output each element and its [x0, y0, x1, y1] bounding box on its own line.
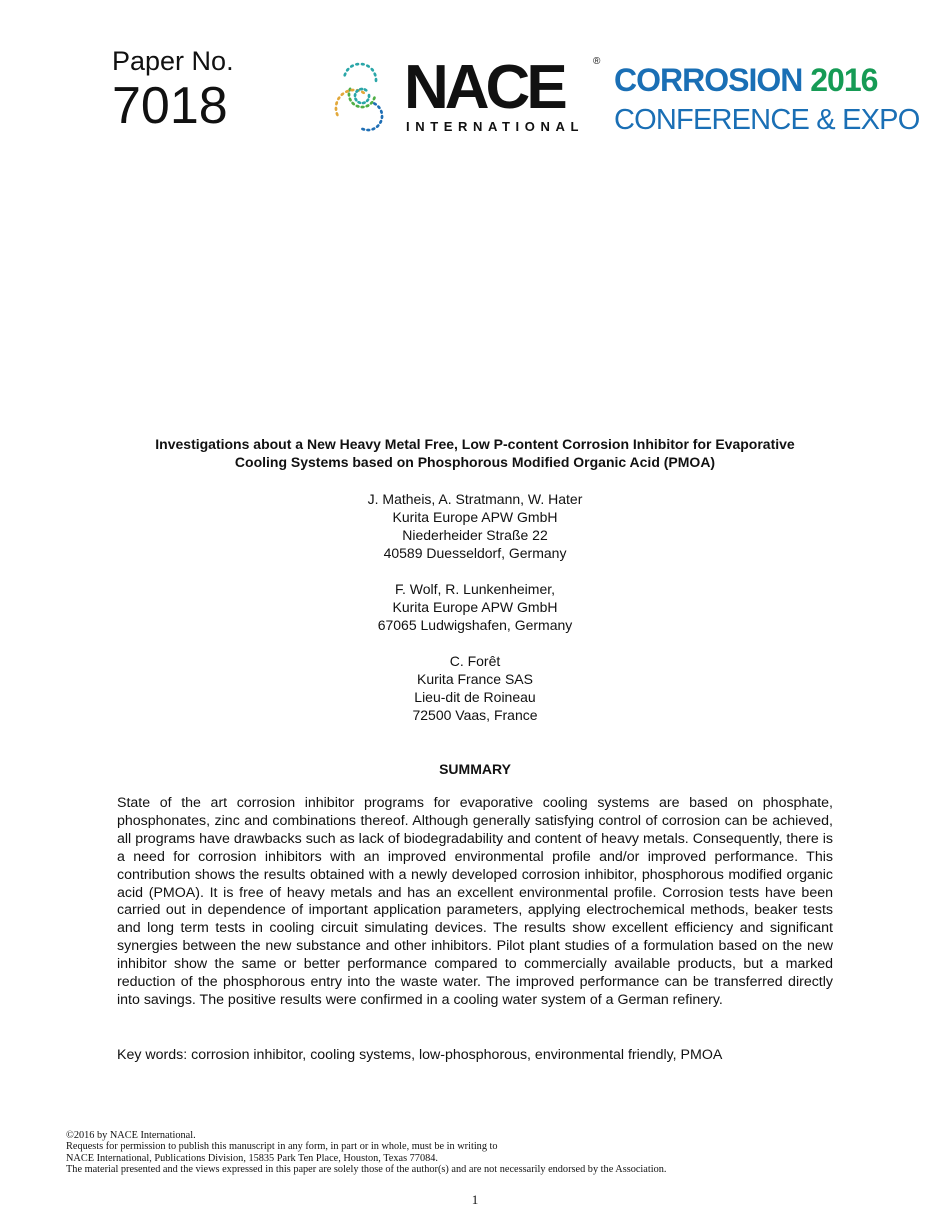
logo-dot: [355, 104, 360, 108]
logo-dot: [379, 109, 383, 114]
copyright-line: ©2016 by NACE International.: [66, 1130, 196, 1141]
logo-dot: [372, 96, 376, 101]
logo-dot: [361, 101, 366, 105]
logo-dot: [360, 62, 365, 66]
logo-dot: [375, 124, 380, 129]
logo-dot: [370, 67, 375, 72]
address-line: NACE International, Publications Division, 15835 Park Ten Place, Houston, Texas 77084.: [66, 1152, 438, 1164]
logo-dot: [360, 106, 364, 109]
nace-logo: [322, 53, 612, 136]
nace-subtitle: INTERNATIONAL: [406, 119, 584, 134]
logo-dot: [371, 127, 376, 131]
logo-dot: [335, 112, 339, 117]
conference-subtitle: CONFERENCE & EXPO: [614, 104, 920, 136]
author-names: J. Matheis, A. Stratmann, W. Hater: [367, 491, 583, 507]
logo-dot: [380, 115, 383, 120]
logo-dot: [345, 67, 350, 72]
author-affiliation: Kurita France SAS: [417, 671, 533, 687]
logo-dot: [376, 105, 381, 110]
author-group: [200, 580, 750, 634]
author-street: Niederheider Straße 22: [402, 527, 548, 543]
logo-dot: [375, 78, 378, 82]
logo-dot: [343, 72, 347, 77]
author-street: Lieu-dit de Roineau: [414, 689, 536, 705]
logo-dot: [355, 62, 360, 66]
logo-dot: [335, 101, 339, 106]
paper-title: [100, 435, 850, 471]
copyright-footer: [66, 1130, 886, 1176]
author-city: 40589 Duesseldorf, Germany: [383, 545, 567, 561]
page-number: 1: [471, 1192, 479, 1207]
author-affiliation: Kurita Europe APW GmbH: [392, 599, 558, 615]
logo-dot: [348, 92, 351, 96]
logo-dot: [361, 127, 366, 131]
logo-dot: [336, 96, 341, 101]
logo-dot: [357, 100, 362, 104]
author-group: [200, 490, 750, 562]
paper-title-line-2: Cooling Systems based on Phosphorous Modified Organic Acid (PMOA): [234, 454, 716, 470]
logo-dot: [366, 129, 370, 132]
paper-label: Paper No.: [112, 46, 234, 76]
author-city: 72500 Vaas, France: [412, 707, 538, 723]
conference-title-word: CORROSION: [614, 62, 803, 98]
logo-dot: [373, 72, 377, 77]
logo-dot: [348, 97, 352, 102]
logo-dot: [379, 119, 383, 124]
conference-title: [614, 62, 877, 98]
logo-dot: [368, 94, 371, 98]
paper-number: 7018: [112, 77, 228, 135]
summary-heading: SUMMARY: [439, 761, 511, 777]
nace-spiral-logo-icon: [322, 58, 402, 136]
author-affiliation: Kurita Europe APW GmbH: [392, 509, 558, 525]
logo-dot: [335, 107, 338, 111]
author-list: [200, 490, 750, 742]
logo-dot: [365, 104, 370, 108]
registered-mark: ®: [593, 56, 601, 67]
author-city: 67065 Ludwigshafen, Germany: [377, 617, 573, 633]
author-names: F. Wolf, R. Lunkenheimer,: [394, 581, 556, 597]
logo-dot: [340, 92, 345, 97]
logo-dot: [351, 101, 356, 106]
author-names: C. Forêt: [449, 653, 501, 669]
logo-dot: [349, 64, 354, 69]
keywords: Key words: corrosion inhibitor, cooling systems, low-phosphorous, environmental friendly, PMOA: [117, 1047, 723, 1063]
author-group: [200, 652, 750, 724]
disclaimer-line: The material presented and the views expressed in this paper are solely those of the author(s) and are not necessarily endorsed by the Association.: [66, 1164, 667, 1176]
nace-wordmark: NACE: [404, 53, 564, 122]
paper-title-line-1: Investigations about a New Heavy Metal Free, Low P-content Corrosion Inhibitor for Evaporative: [155, 436, 795, 452]
permission-line: Requests for permission to publish this manuscript in any form, in part or in whole, must be in writing to: [66, 1141, 498, 1153]
summary-paragraph: State of the art corrosion inhibitor programs for evaporative cooling systems are based on phosphate, phosphonates, zinc and combinations thereof. Although generally satisfying control of corrosion can be achieved, all programs have drawbacks such as lack of biodegradability and content of heavy metals. Consequently, there is a need for corrosion inhibitors with an improved environmental profile and/or improved performance. This contribution shows the results obtained with a newly developed corrosion inhibitor, phosphorous modified organic acid (PMOA). It is free of heavy metals and has an excellent environmental profile. Corrosion tests have been carried out in dependence of important application parameters, applying electrochemical methods, beaker tests and long term tests in cooling circuit simulating devices. The results show excellent efficiency and significant synergies between the new substance and other inhibitors. Pilot plant studies of a formulation based on the new inhibitor show the same or better performance compared to commercially available products, but a marked reduction of the phosphorous entry into the waste water. The improved performance can be transferred directly into savings. The positive results were confirmed in a cooling water system of a German refinery.: [117, 795, 833, 1008]
logo-dot: [365, 64, 370, 69]
logo-dot: [353, 93, 356, 98]
conference-year: 2016: [810, 62, 878, 98]
